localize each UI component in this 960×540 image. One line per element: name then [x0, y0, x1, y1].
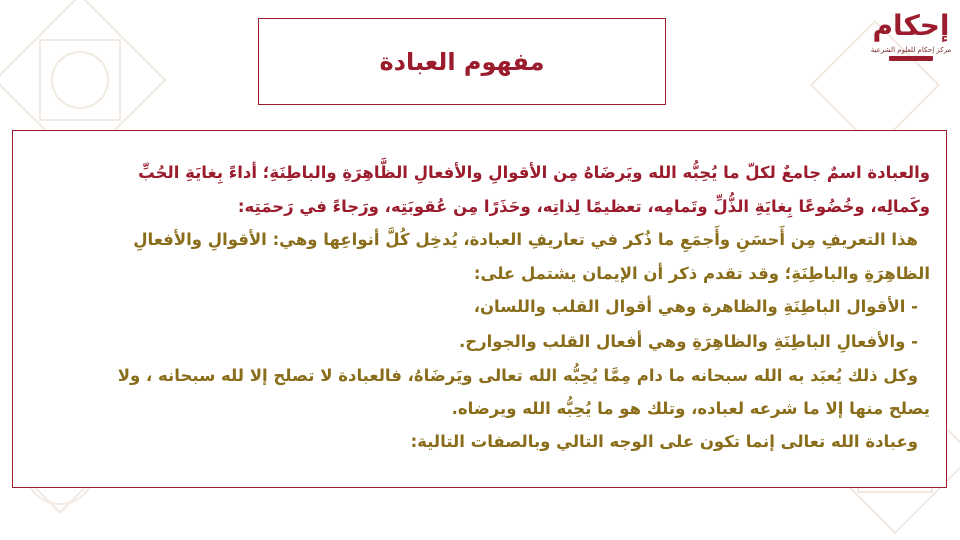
title-box: [258, 18, 666, 105]
explanation-line-1: هذا التعريفِ مِن أَحسَنِ وأَجمَعِ ما ذُكر في تعاريفِ العبادة، يُدخِل كُلَّ أنواعِها وهي: الأقوالِ والأفعالِ: [133, 230, 918, 249]
logo-mark: إحكام: [872, 9, 950, 42]
definition-line-2: وكَمالِه، وخُضُوعًا بِغايَةِ الذُّلِّ وتَمامِه، تعظيمًا لِذاتِه، وحَذَرًا مِن عُقوبَتِه، ورَجاءً في رَحمَتِه:: [237, 197, 930, 216]
definition-line-1: والعبادة اسمٌ جامعٌ لكلّ ما يُحِبُّه الله ويَرضَاهُ مِن الأقوالِ والأفعالِ الظَّاهِرَةِ والباطِنَةِ؛ أداءً بِغايَةِ الحُبِّ: [138, 163, 930, 182]
content-box: [12, 130, 947, 488]
brand-logo: [870, 6, 952, 68]
logo-bar: [889, 56, 933, 61]
conclusion-line-2: يصلح منها إلا ما شرعه لعباده، وتلك هو ما يُحِبُّه الله ويرضاه.: [451, 399, 930, 418]
page-title: مفهوم العبادة: [379, 47, 545, 76]
bullet-item-1: - الأقوال الباطِنَةِ والظاهرة وهي أقوال القلب واللسان،: [473, 297, 918, 316]
explanation-line-2: الظاهِرَةِ والباطِنَةِ؛ وقد تقدم ذكر أن الإيمان يشتمل على:: [473, 264, 930, 283]
logo-caption: مركز إحكام للعلوم الشرعية: [870, 46, 952, 54]
bullet-item-2: - والأفعالِ الباطِنَةِ والظاهِرَةِ وهي أفعال القلب والجوارح.: [458, 332, 918, 351]
conclusion-line-1: وكل ذلك يُعبَد به الله سبحانه ما دام مِمَّا يُحِبُّه الله تعالى ويَرضَاهُ، فالعبادة لا تصلح إلا لله سبحانه ، ولا: [117, 366, 918, 385]
final-line: وعبادة الله تعالى إنما تكون على الوجه التالي وبالصفات التالية:: [410, 432, 918, 451]
